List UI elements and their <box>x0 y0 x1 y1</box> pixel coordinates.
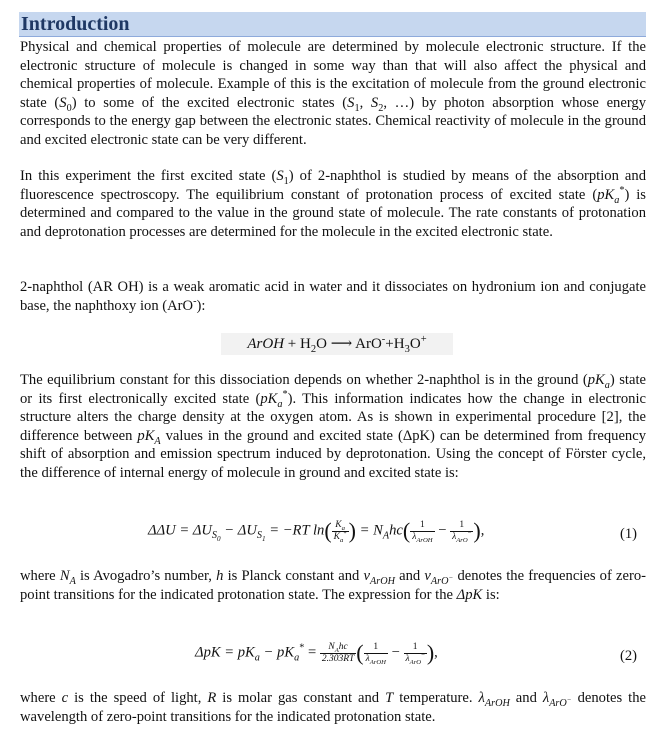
paragraph-avogadro: where $N_A$ is Avogadro’s number, h is Planck constant and $\nu_{ArOH}$ and $\nu_{ArO^-}$ denotes the frequencies of zero-point transitions for the indicated protonation state. The expression for the ΔpK is: <box>20 568 646 603</box>
paragraph-wavelength: where c is the speed of light, R is molar gas constant and T temperature. $\lambda_{ArOH}$ and $\lambda_{ArO^-}$ denotes the wavelength of zero-point transitions for the indicated protonation state. <box>20 690 646 725</box>
section-heading-bar <box>19 12 646 37</box>
paragraph-naphthol: 2-naphthol (AR OH) is a weak aromatic acid in water and it dissociates on hydronium ion and conjugate base, the naphthoxy ion (ArO-): <box>20 279 646 314</box>
paragraph-intro: Physical and chemical properties of molecule are determined by molecule electronic structure. If the electronic structure of molecule is changed in some way than that will also affect the physical and chemical properties of molecule. Example of this is the excitation of molecule from the ground electronic state $(S_0)$ to some of the excited electronic states ($S_1$, $S_2$, …) by photon absorption whose energy corresponds to the energy gap between the electronic states. Chemical reactivity of molecule in the ground and excited electronic state can be very different. <box>20 39 647 148</box>
section-heading: Introduction <box>21 13 130 35</box>
equation-1-formula: $\Delta\Delta U = \Delta U_{S_0} - \Delta U_{S_1} = -RT$ ln( $\frac{K_a}{K_a^*}$ ) = $N_Ahc$( $\frac{1}{\lambda_{ArOH}}$ − $\frac{1}{\lambda_{ArO}^-}$ ), <box>148 518 485 544</box>
equation-2-formula: $\Delta pK = pK_a - pK_a^*$ = $\frac{N_Ahc}{2.303RT}$ ( $\frac{1}{\lambda_{ArOH}}$ − $\frac{1}{\lambda_{ArO}^-}$ ), <box>195 640 438 666</box>
paragraph-equilibrium: The equilibrium constant for this dissociation depends on whether 2-naphthol is in the ground $(pK_a)$ state or its first electronically excited state $(pK_a^*)$. This information indicates how the change in electronic structure alters the charge density at the oxygen atom. As is shown in experimental procedure [2], the difference between $pK_A$ values in the ground and excited state (ΔpK) can be determined from frequency shift of absorption and emission spectrum induced by deprotonation. Using the concept of Förster cycle, the difference of internal energy of molecule in ground and excited state is: <box>20 372 646 481</box>
equation-2-number: (2) <box>619 648 637 664</box>
equation-2 <box>0 640 664 674</box>
reaction-equation: ArOH + $H_2O$ ⟶ $ArO^-+H_3O^+$ <box>221 333 453 355</box>
equation-1 <box>0 518 664 550</box>
equation-1-number: (1) <box>619 526 637 542</box>
paragraph-experiment: In this experiment the first excited state $(S_1)$ of 2-naphthol is studied by means of the absorption and fluorescence spectroscopy. The equilibrium constant of protonation process of excited state $(pK_a^*)$ is determined and compared to the value in the ground state of molecule. The rate constants of protonation and deprotonation processes are determined for the molecule in the excited electronic state. <box>20 168 646 240</box>
